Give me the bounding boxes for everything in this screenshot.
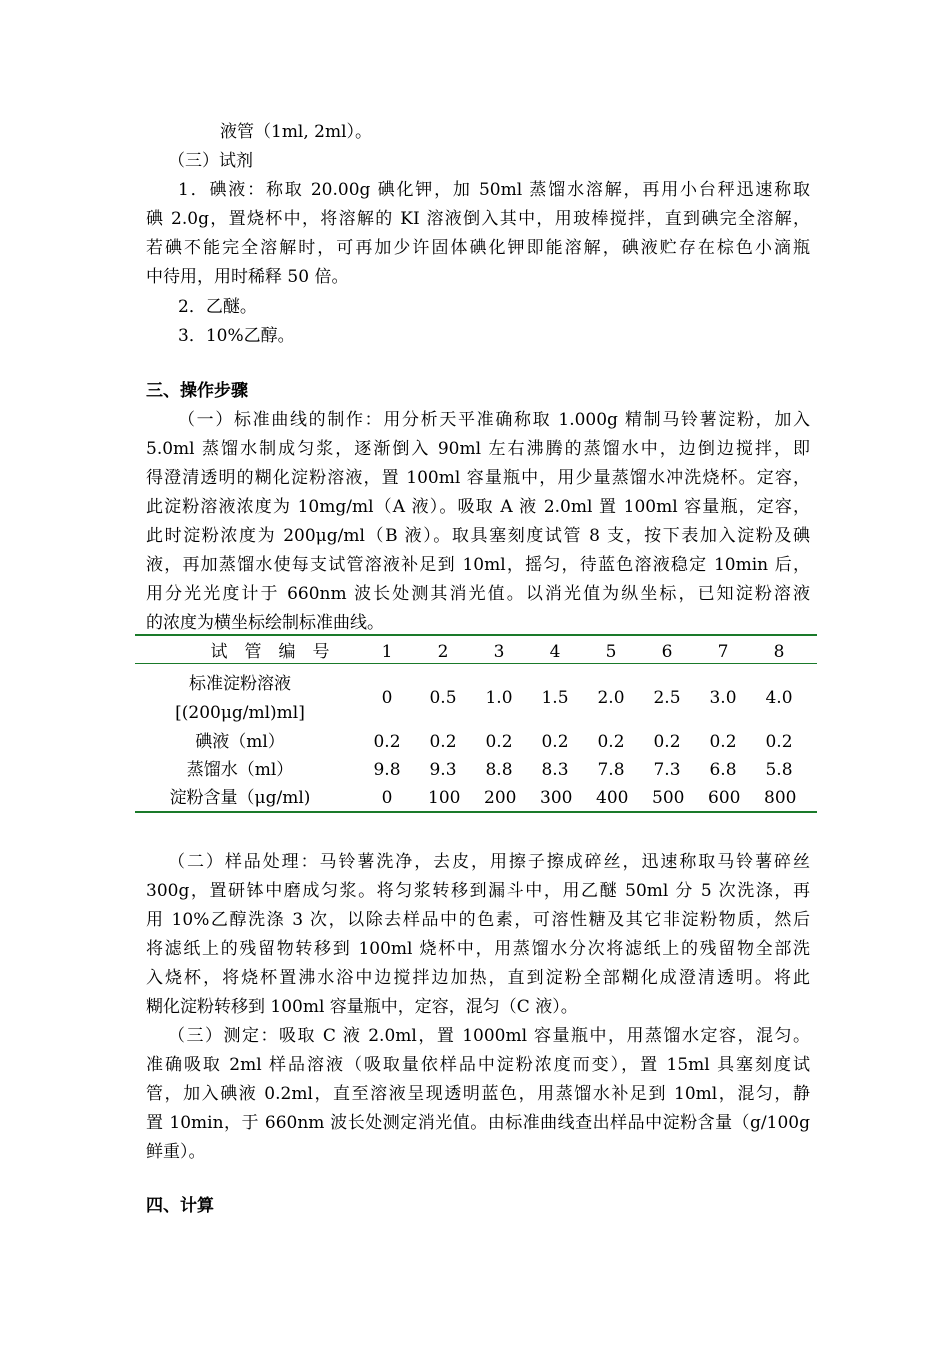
table-cell: 200 bbox=[484, 788, 517, 808]
row-label: 蒸馏水（ml） bbox=[186, 760, 294, 780]
paragraph-line: 5.0ml 蒸馏水制成匀浆，逐渐倒入 90ml 左右沸腾的蒸馏水中，边倒边搅拌，即 bbox=[146, 439, 810, 459]
table-cell: 1.0 bbox=[485, 688, 513, 708]
table-cell: 0.5 bbox=[429, 688, 457, 708]
table-cell: 0.2 bbox=[597, 732, 625, 752]
reagent1-line: 1．碘液：称取 20.00g 碘化钾，加 50ml 蒸馏水溶解，再用小台秤迅速称取 bbox=[178, 180, 810, 200]
paragraph-line: 此淀粉溶液浓度为 10mg/ml（A 液）。吸取 A 液 2.0ml 置 100ml 容量瓶，定容， bbox=[146, 497, 810, 517]
table-cell: 600 bbox=[708, 788, 741, 808]
paragraph-line: 糊化淀粉转移到 100ml 容量瓶中，定容，混匀（C 液）。 bbox=[146, 997, 578, 1017]
table-cell: 100 bbox=[428, 788, 461, 808]
table-header-cell: 7 bbox=[717, 642, 729, 662]
table-cell: 500 bbox=[652, 788, 685, 808]
paragraph-line: （二）样品处理：马铃薯洗净，去皮，用擦子擦成碎丝，迅速称取马铃薯碎丝 bbox=[168, 852, 810, 872]
table-header-cell: 8 bbox=[773, 642, 785, 662]
table-cell: 7.3 bbox=[653, 760, 681, 780]
table-cell: 5.8 bbox=[765, 760, 793, 780]
table-cell: 8.3 bbox=[541, 760, 569, 780]
table-cell: 0.2 bbox=[429, 732, 457, 752]
row-label: [(200μg/ml)ml] bbox=[175, 703, 305, 723]
table-header-cell: 3 bbox=[493, 642, 505, 662]
table-cell: 0.2 bbox=[765, 732, 793, 752]
paragraph-line: 用 10%乙醇洗涤 3 次，以除去样品中的色素，可溶性糖及其它非淀粉物质，然后 bbox=[146, 910, 810, 930]
table-header-label: 试 管 编 号 bbox=[210, 642, 330, 662]
table-cell: 7.8 bbox=[597, 760, 625, 780]
table-header-rule bbox=[135, 663, 817, 664]
table-cell: 9.8 bbox=[373, 760, 401, 780]
table-cell: 0.2 bbox=[541, 732, 569, 752]
paragraph-line: 将滤纸上的残留物转移到 100ml 烧杯中，用蒸馏水分次将滤纸上的残留物全部洗 bbox=[146, 939, 810, 959]
paragraph-line: 此时淀粉浓度为 200μg/ml（B 液）。取具塞刻度试管 8 支，按下表加入淀粉及碘 bbox=[146, 526, 810, 546]
paragraph-line: 准确吸取 2ml 样品溶液（吸取量依样品中淀粉浓度而变），置 15ml 具塞刻度试 bbox=[146, 1055, 810, 1075]
row-label: 碘液（ml） bbox=[195, 732, 285, 752]
table-cell: 300 bbox=[540, 788, 573, 808]
paragraph-line: 鲜重）。 bbox=[146, 1142, 206, 1162]
reagent1-line: 若碘不能完全溶解时，可再加少许固体碘化钾即能溶解，碘液贮存在棕色小滴瓶 bbox=[146, 238, 810, 258]
table-header-cell: 1 bbox=[381, 642, 393, 662]
section4-heading: 四、计算 bbox=[146, 1196, 214, 1216]
table-cell: 800 bbox=[764, 788, 797, 808]
table-header-cell: 2 bbox=[437, 642, 449, 662]
reagent1-line: 中待用，用时稀释 50 倍。 bbox=[146, 267, 349, 287]
table-cell: 3.0 bbox=[709, 688, 737, 708]
paragraph-line: （三）测定：吸取 C 液 2.0ml，置 1000ml 容量瓶中，用蒸馏水定容，混匀。 bbox=[168, 1026, 810, 1046]
pipette-line: 液管（1ml, 2ml）。 bbox=[220, 122, 373, 142]
table-cell: 0.2 bbox=[373, 732, 401, 752]
paragraph-line: 入烧杯，将烧杯置沸水浴中边搅拌边加热，直到淀粉全部糊化成澄清透明。将此 bbox=[146, 968, 810, 988]
table-cell: 6.8 bbox=[709, 760, 737, 780]
paragraph-line: 液，再加蒸馏水使每支试管溶液补足到 10ml，摇匀，待蓝色溶液稳定 10min 后， bbox=[146, 555, 810, 575]
section3-heading: 三、操作步骤 bbox=[146, 381, 248, 401]
table-cell: 0.2 bbox=[485, 732, 513, 752]
table-cell: 2.0 bbox=[597, 688, 625, 708]
paragraph-line: 的浓度为横坐标绘制标准曲线。 bbox=[146, 613, 384, 633]
table-cell: 2.5 bbox=[653, 688, 681, 708]
paragraph-line: 得澄清透明的糊化淀粉溶液，置 100ml 容量瓶中，用少量蒸馏水冲洗烧杯。定容， bbox=[146, 468, 810, 488]
paragraph-line: 置 10min，于 660nm 波长处测定消光值。由标准曲线查出样品中淀粉含量（g/100g bbox=[146, 1113, 810, 1133]
table-cell: 9.3 bbox=[429, 760, 457, 780]
row-label: 标准淀粉溶液 bbox=[189, 674, 291, 694]
table-header-cell: 5 bbox=[605, 642, 617, 662]
reagent2-line: 2．乙醚。 bbox=[178, 297, 257, 317]
table-cell: 0.2 bbox=[653, 732, 681, 752]
table-cell: 400 bbox=[596, 788, 629, 808]
paragraph-line: （一）标准曲线的制作：用分析天平准确称取 1.000g 精制马铃薯淀粉，加入 bbox=[178, 410, 810, 430]
row-label: 淀粉含量（μg/ml) bbox=[169, 788, 311, 808]
table-cell: 8.8 bbox=[485, 760, 513, 780]
table-cell: 0 bbox=[381, 688, 393, 708]
table-cell: 1.5 bbox=[541, 688, 569, 708]
table-cell: 0.2 bbox=[709, 732, 737, 752]
table-top-rule bbox=[135, 634, 817, 636]
reagent3-line: 3．10%乙醇。 bbox=[178, 326, 295, 346]
table-header-cell: 6 bbox=[661, 642, 673, 662]
paragraph-line: 管，加入碘液 0.2ml，直至溶液呈现透明蓝色，用蒸馏水补足到 10ml，混匀，静 bbox=[146, 1084, 810, 1104]
reagent1-line: 碘 2.0g，置烧杯中，将溶解的 KI 溶液倒入其中，用玻棒搅拌，直到碘完全溶解， bbox=[146, 209, 810, 229]
reagent-heading: （三）试剂 bbox=[168, 151, 253, 171]
table-cell: 4.0 bbox=[765, 688, 793, 708]
table-cell: 0 bbox=[381, 788, 393, 808]
paragraph-line: 用分光光度计于 660nm 波长处测其消光值。以消光值为纵坐标，已知淀粉溶液 bbox=[146, 584, 810, 604]
table-bottom-rule bbox=[135, 811, 817, 813]
paragraph-line: 300g，置研钵中磨成匀浆。将匀浆转移到漏斗中，用乙醚 50ml 分 5 次洗涤，再 bbox=[146, 881, 810, 901]
table-header-cell: 4 bbox=[549, 642, 561, 662]
